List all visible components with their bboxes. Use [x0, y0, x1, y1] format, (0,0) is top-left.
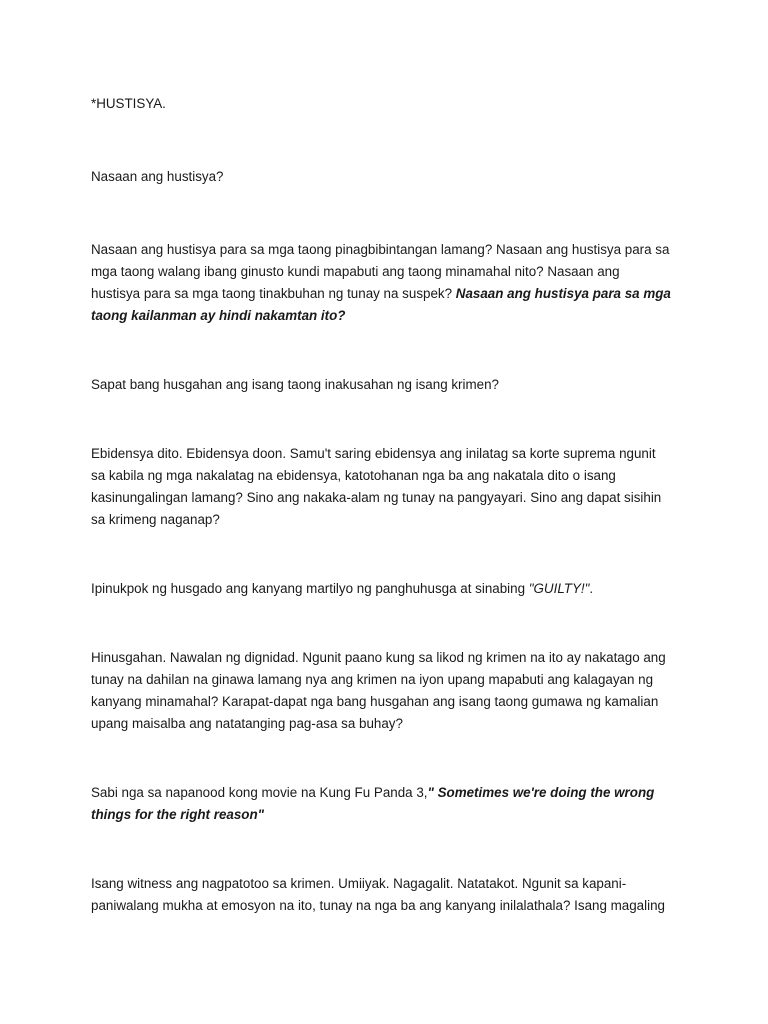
text-fragment: . [589, 581, 594, 596]
document-title: *HUSTISYA. [91, 96, 166, 111]
text-line: paniwalang mukha at emosyon na ito, tunay na nga ba ang kanyang inilalathala? Isang magaling [91, 898, 665, 913]
emphasis-text: Nasaan ang hustisya para sa mga [455, 286, 671, 301]
text-line: tunay na dahilan na ginawa lamang nya ang krimen na iyon upang mapabuti ang kalagayan ng [91, 672, 654, 687]
paragraph-kung-fu-panda [91, 782, 691, 826]
text-line: Isang witness ang nagpatotoo sa krimen. Umiiyak. Nagagalit. Natatakot. Ngunit sa kapani- [91, 876, 627, 891]
document-body [91, 93, 691, 917]
text-fragment: Sabi nga sa napanood kong movie na Kung Fu Panda 3, [91, 785, 428, 800]
emphasis-text: taong kailanman ay hindi nakamtan ito? [91, 308, 346, 323]
movie-quote: things for the right reason" [91, 807, 264, 822]
text-line: mga taong walang ibang ginusto kundi mapabuti ang taong minamahal nito? Nasaan ang [91, 264, 620, 279]
paragraph-ipinukpok [91, 578, 691, 600]
movie-quote: " Sometimes we're doing the wrong [427, 785, 655, 800]
text-line: Nasaan ang hustisya para sa mga taong pinagbibintangan lamang? Nasaan ang hustisya para sa [91, 242, 670, 257]
guilty-quote: "GUILTY!" [528, 581, 590, 596]
paragraph-hinusgahan [91, 647, 691, 735]
paragraph-sapat: Sapat bang husgahan ang isang taong inakusahan ng isang krimen? [91, 377, 499, 392]
text-line: kanyang minamahal? Karapat-dapat nga bang husgahan ang isang taong gumawa ng kamalian [91, 694, 659, 709]
question-paragraph: Nasaan ang hustisya? [91, 169, 224, 184]
text-line [91, 578, 691, 600]
paragraph-witness [91, 873, 691, 917]
paragraph-ebidensya [91, 443, 691, 531]
text-line: upang maisalba ang natatanging pag-asa sa buhay? [91, 716, 403, 731]
text-line: Ebidensya dito. Ebidensya doon. Samu't saring ebidensya ang inilatag sa korte suprema ngunit [91, 446, 656, 461]
text-line: sa kabila ng mga nakalatag na ebidensya, katotohanan nga ba ang nakatala dito o isang [91, 468, 616, 483]
text-line [91, 782, 691, 804]
text-line: kasinungalingan lamang? Sino ang nakaka-alam ng tunay na pangyayari. Sino ang dapat sisihin [91, 490, 662, 505]
paragraph-hustisya [91, 239, 691, 327]
text-line: Hinusgahan. Nawalan ng dignidad. Ngunit paano kung sa likod ng krimen na ito ay nakatago ang [91, 650, 666, 665]
text-line: sa krimeng naganap? [91, 512, 220, 527]
text-fragment: Ipinukpok ng husgado ang kanyang martilyo ng panghuhusga at sinabing [91, 581, 529, 596]
text-line [91, 283, 691, 305]
text-fragment: hustisya para sa mga taong tinakbuhan ng tunay na suspek? [91, 286, 456, 301]
